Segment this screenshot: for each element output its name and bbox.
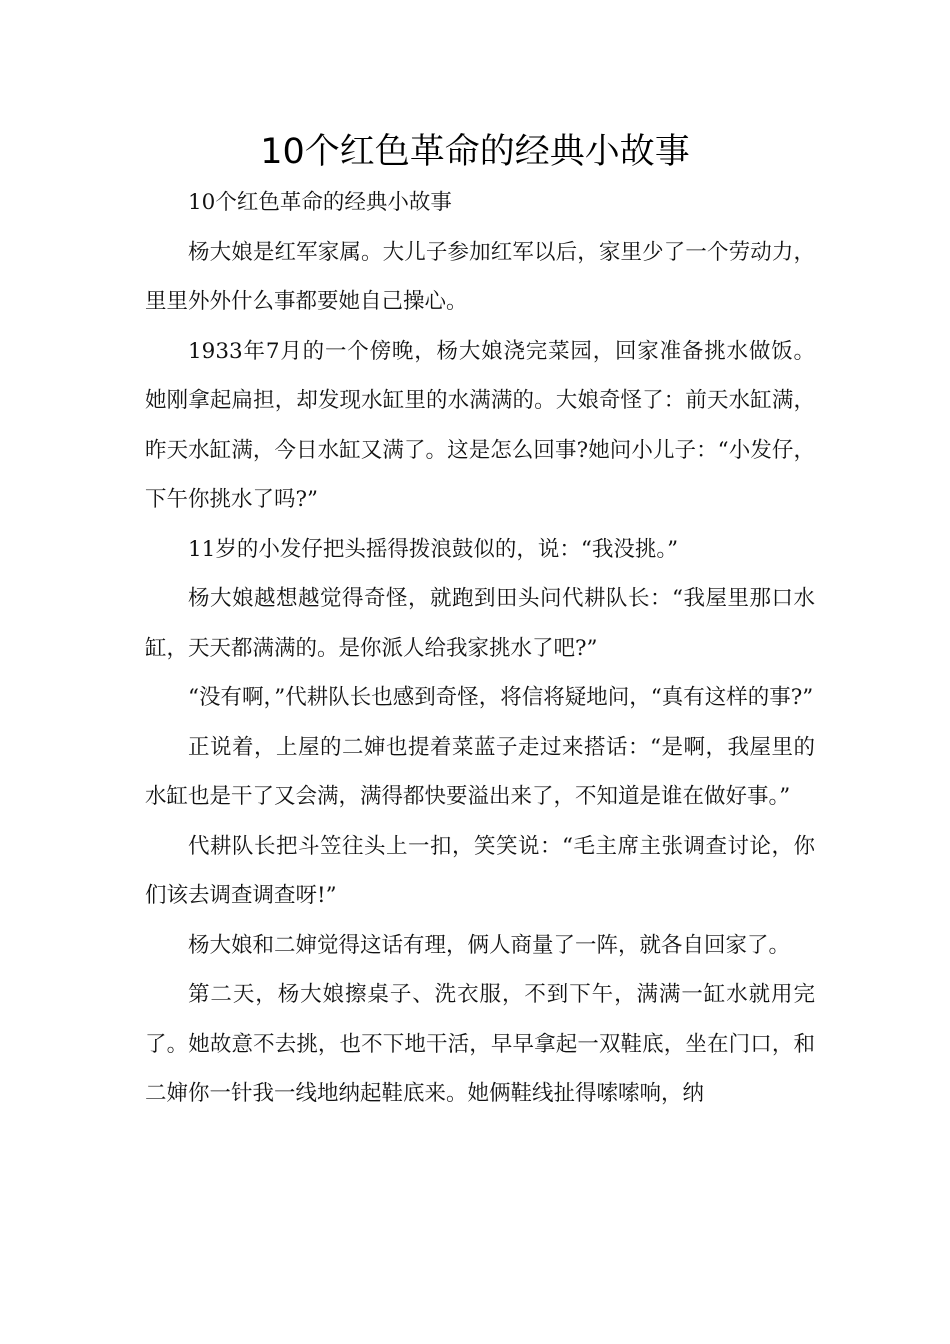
paragraph: 正说着，上屋的二婶也提着菜蓝子走过来搭话：“是啊，我屋里的水缸也是干了又会满，满得都快要溢出来了，不知道是谁在做好事。” — [145, 734, 815, 809]
paragraph: 10个红色革命的经典小故事 — [188, 190, 452, 215]
paragraph: 杨大娘是红军家属。大儿子参加红军以后，家里少了一个劳动力，里里外外什么事都要她自己操心。 — [145, 239, 815, 314]
paragraph: 代耕队长把斗笠往头上一扣，笑笑说：“毛主席主张调查讨论，你们该去调查调查呀!” — [145, 833, 815, 908]
document-body — [145, 178, 815, 1119]
paragraph: 第二天，杨大娘擦桌子、洗衣服，不到下午，满满一缸水就用完了。她故意不去挑，也不下地干活，早早拿起一双鞋底，坐在门口，和二婶你一针我一线地纳起鞋底来。她俩鞋线扯得嗦嗦响，纳 — [145, 982, 815, 1106]
paragraph: “没有啊，”代耕队长也感到奇怪，将信将疑地问，“真有这样的事?” — [188, 685, 814, 710]
paragraph: 杨大娘和二婶觉得这话有理，俩人商量了一阵，就各自回家了。 — [188, 932, 791, 958]
paragraph: 杨大娘越想越觉得奇怪，就跑到田头问代耕队长：“我屋里那口水缸，天天都满满的。是你派人给我家挑水了吧?” — [145, 586, 815, 661]
document-title: 10个红色革命的经典小故事 — [260, 132, 690, 172]
paragraph: 1933年7月的一个傍晚，杨大娘浇完菜园，回家准备挑水做饭。她刚拿起扁担，却发现水缸里的水满满的。大娘奇怪了：前天水缸满，昨天水缸满，今日水缸又满了。这是怎么回事?她问小儿子：“小发仔，下午你挑水了吗?” — [145, 338, 815, 512]
paragraph: 11岁的小发仔把头摇得拨浪鼓似的，说：“我没挑。” — [188, 536, 679, 562]
